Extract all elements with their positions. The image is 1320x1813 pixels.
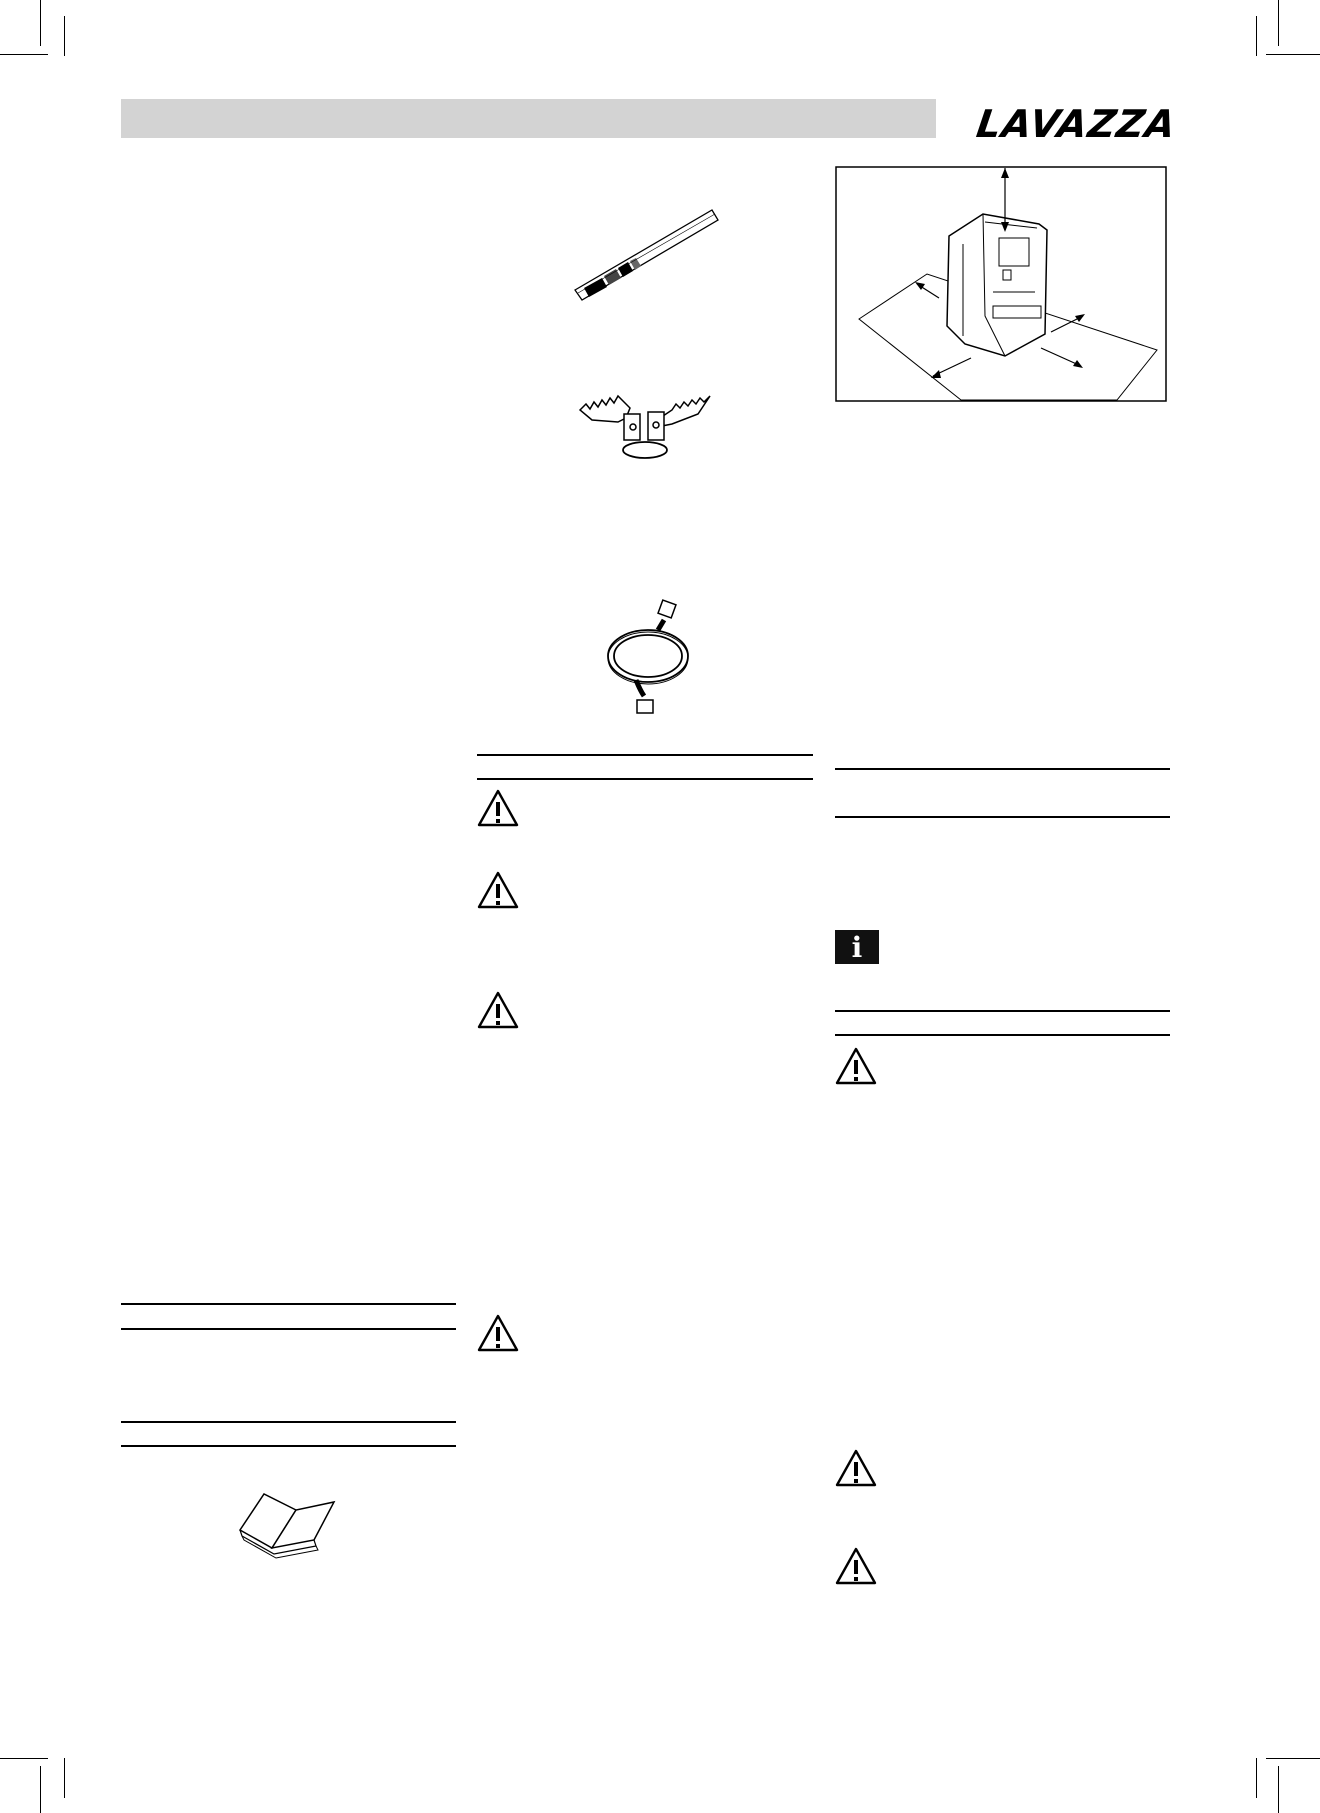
warning-triangle-icon xyxy=(477,788,519,828)
keys-illustration xyxy=(578,392,712,462)
section-rule xyxy=(121,1328,456,1330)
manual-booklet-illustration xyxy=(238,1488,340,1560)
info-icon: i xyxy=(835,930,879,964)
section-rule xyxy=(835,768,1170,770)
warning-triangle-icon xyxy=(835,1546,877,1586)
section-rule xyxy=(835,1034,1170,1036)
section-rule xyxy=(121,1445,456,1447)
section-rule xyxy=(121,1421,456,1423)
warning-triangle-icon xyxy=(477,870,519,910)
header-bar xyxy=(121,99,936,138)
crop-mark xyxy=(1266,54,1320,55)
brand-logo: LAVAZZA xyxy=(973,102,1179,146)
section-rule xyxy=(121,1303,456,1305)
warning-triangle-icon xyxy=(835,1448,877,1488)
section-rule xyxy=(477,778,813,780)
section-rule xyxy=(835,1010,1170,1012)
crop-mark xyxy=(1266,1758,1320,1759)
water-hose-illustration xyxy=(600,598,700,718)
crop-mark xyxy=(1256,1758,1257,1798)
test-strip-illustration xyxy=(570,208,720,300)
crop-mark xyxy=(40,1766,41,1813)
crop-mark xyxy=(64,16,65,56)
warning-triangle-icon xyxy=(477,1313,519,1353)
machine-clearance-illustration xyxy=(835,166,1167,402)
section-rule xyxy=(477,754,813,756)
crop-mark xyxy=(0,54,48,55)
section-rule xyxy=(835,816,1170,818)
warning-triangle-icon xyxy=(477,990,519,1030)
crop-mark xyxy=(40,0,41,46)
crop-mark xyxy=(1256,16,1257,56)
crop-mark xyxy=(1278,1766,1279,1813)
warning-triangle-icon xyxy=(835,1046,877,1086)
crop-mark xyxy=(1278,0,1279,46)
crop-mark xyxy=(0,1758,48,1759)
crop-mark xyxy=(64,1758,65,1798)
